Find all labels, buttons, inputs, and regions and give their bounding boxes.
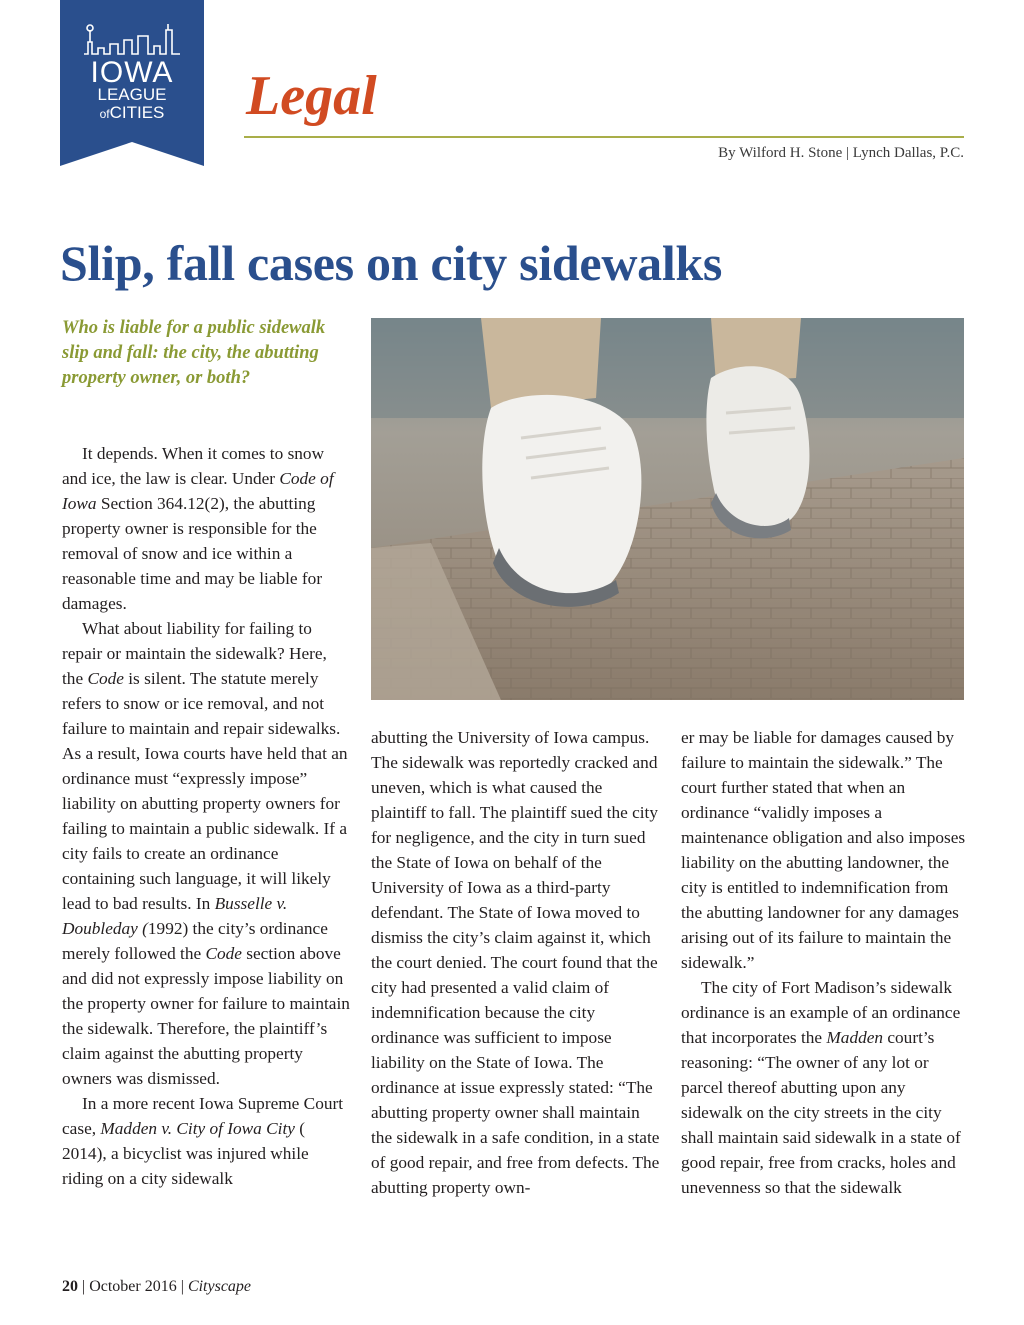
text-run: It depends. When it comes to snow and ice, the law is clear. Under — [62, 444, 325, 488]
text-run: is silent. The statute merely refers to snow or ice removal, and not failure to maintain and repair sidewalks. As a result, Iowa courts have held that an ordinance must “expressly impose” liability on abutting property owners for failing to maintain a public sidewalk. If a city fails to create an ordinance containing such language, it will likely lead to bad results. In — [62, 669, 348, 913]
logo-text-of: of — [99, 107, 110, 121]
paragraph — [681, 975, 971, 1200]
paragraph — [62, 616, 352, 1091]
article-column-2 — [371, 725, 661, 1200]
sneakers-photo — [371, 318, 964, 700]
case-name: Madden v. City of Iowa City — [100, 1119, 295, 1138]
footer-separator: | — [180, 1278, 184, 1295]
article-dek: Who is liable for a public sidewalk slip and fall: the city, the abutting property owner, or both? — [62, 318, 326, 388]
footer-date: October 2016 — [89, 1278, 177, 1295]
citation: Code of Iowa — [62, 469, 334, 513]
iowa-league-logo — [60, 0, 204, 166]
article-column-3 — [681, 725, 971, 1200]
text-run: In a more recent Iowa Supreme Court case, — [62, 1094, 344, 1138]
logo-text-league: LEAGUE — [97, 85, 167, 104]
case-name: Busselle v. Doubleday ( — [62, 894, 288, 938]
text-run: Section 364.12(2), the abutting property owner is responsible for the removal of snow and ice within a reasonable time and may be liable for damages. — [62, 494, 323, 613]
logo-text-iowa: IOWA — [90, 56, 174, 89]
footer-separator: | — [82, 1278, 86, 1295]
page-number: 20 — [62, 1278, 78, 1295]
case-name: Madden — [826, 1028, 884, 1047]
paragraph: er may be liable for damages caused by failure to maintain the sidewalk.” The court further stated that when an ordinance “validly imposes a maintenance obligation and also imposes liability on the abutting landowner, the city is entitled to indemnification from the abutting landowner for any damages arising out of its failure to maintain the sidewalk.” — [681, 728, 966, 972]
paragraph — [62, 1091, 352, 1191]
section-title: Legal — [246, 65, 377, 127]
magazine-name: Cityscape — [187, 1278, 252, 1295]
page-footer — [62, 1278, 251, 1296]
text-run: court’s reasoning: “The owner of any lot or parcel thereof abutting upon any sidewalk on the city streets in the city shall maintain said sidewalk in a state of good repair, free from cracks, holes and unevenness so that the sidewalk — [681, 1028, 961, 1197]
text-run: 1992) the city’s ordinance merely followed the — [62, 919, 328, 963]
text-run: The city of Fort Madison’s sidewalk ordinance is an example of an ordinance that incorporates the — [681, 978, 961, 1047]
text-run: What about liability for failing to repair or maintain the sidewalk? Here, the — [62, 619, 327, 688]
logo-text-cities-main: CITIES — [109, 103, 165, 122]
text-run: ( 2014), a bicyclist was injured while riding on a city sidewalk — [62, 1119, 309, 1188]
text-run: section above and did not expressly impose liability on the property owner for failure to maintain the sidewalk. Therefore, the plaintiff’s claim against the abutting property owners was dismissed. — [62, 944, 350, 1088]
citation: Code — [87, 669, 124, 688]
citation: Code — [205, 944, 242, 963]
article-headline: Slip, fall cases on city sidewalks — [60, 235, 723, 291]
article-column-1 — [62, 441, 352, 1191]
paragraph — [62, 441, 352, 616]
sneakers-photo-icon — [371, 318, 964, 700]
byline: By Wilford H. Stone | Lynch Dallas, P.C. — [718, 145, 964, 161]
logo-text-cities — [60, 104, 204, 121]
section-rule — [244, 136, 964, 138]
paragraph: abutting the University of Iowa campus. The sidewalk was reportedly cracked and uneven, which is what caused the plaintiff to fall. The plaintiff sued the city for negligence, and the city in turn sued the State of Iowa on behalf of the University of Iowa as a third-party defendant. The State of Iowa moved to dismiss the city’s claim against it, which the court denied. The court found that the city had presented a valid claim of indemnification because the city ordinance was sufficient to impose liability on the State of Iowa. The ordinance at issue expressly stated: “The abutting property owner shall maintain the sidewalk in a safe condition, in a state of good repair, and free from defects. The abutting property own- — [371, 728, 660, 1197]
